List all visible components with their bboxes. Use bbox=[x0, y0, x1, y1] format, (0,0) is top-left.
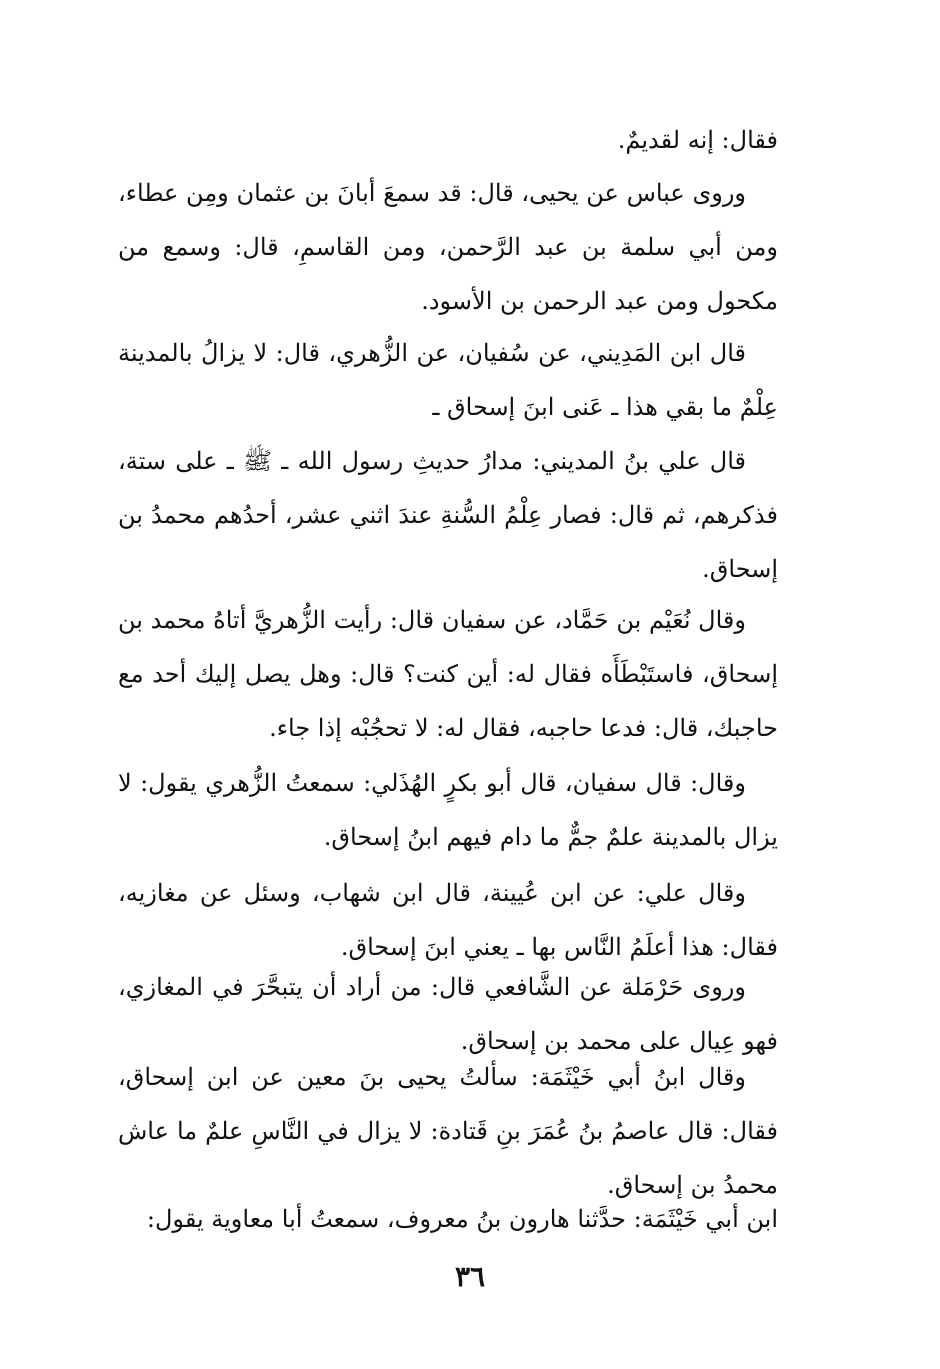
paragraph-8: وروى حَرْمَلة عن الشَّافعي قال: من أراد أن يتبحَّرَ في المغازي، فهو عِيال على محمد بن إسحاق. bbox=[118, 973, 778, 1055]
paragraph-3: قال ابن المَدِيني، عن سُفيان، عن الزُّهري، قال: لا يزالُ بالمدينة عِلْمٌ ما بقي هذا ـ عَنى ابنَ إسحاق ـ bbox=[118, 339, 778, 421]
paragraph-1: فقال: إنه لقديمٌ. bbox=[617, 126, 778, 154]
paragraph-6: وقال: قال سفيان، قال أبو بكرٍ الهُذَلي: سمعتُ الزُّهري يقول: لا يزال بالمدينة علمٌ جمٌّ ما دام فيهم ابنُ إسحاق. bbox=[118, 769, 778, 851]
paragraph-9: وقال ابنُ أبي خَيْثَمَة: سألتُ يحيى بنَ معين عن ابن إسحاق، فقال: قال عاصمُ بنُ عُمَرَ بنِ قَتادة: لا يزال في النَّاسِ علمٌ ما عاش محمدُ بن إسحاق. bbox=[118, 1063, 778, 1199]
paragraph-5: وقال نُعَيْم بن حَمَّاد، عن سفيان قال: رأيت الزُّهريَّ أتاهُ محمد بن إسحاق، فاستَبْطَأَه فقال له: أين كنت؟ قال: وهل يصل إليك أحد مع حاجبك، قال: فدعا حاجبه، فقال له: لا تحجُبْه إذا جاء. bbox=[118, 606, 778, 742]
paragraph-10: ابن أبي خَيْثَمَة: حدَّثنا هارون بنُ معروف، سمعتُ أبا معاوية يقول: bbox=[146, 1205, 778, 1233]
page-number: ٣٦ bbox=[454, 1260, 486, 1293]
paragraph-2: وروى عباس عن يحيى، قال: قد سمعَ أبانَ بن عثمان ومِن عطاء، ومن أبي سلمة بن عبد الرَّحمن، ومن القاسمِ، قال: وسمع من مكحول ومن عبد الرحمن بن الأسود. bbox=[118, 179, 778, 315]
paragraph-7: وقال علي: عن ابن عُيينة، قال ابن شهاب، وسئل عن مغازيه، فقال: هذا أعلَمُ النَّاس بها ـ يعني ابنَ إسحاق. bbox=[118, 879, 778, 961]
paragraph-4: قال علي بنُ المديني: مدارُ حديثِ رسول الله ـ ﷺ ـ على ستة، فذكرهم، ثم قال: فصار عِلْمُ السُّنةِ عندَ اثني عشر، أحدُهم محمدُ بن إسحاق. bbox=[118, 447, 778, 583]
